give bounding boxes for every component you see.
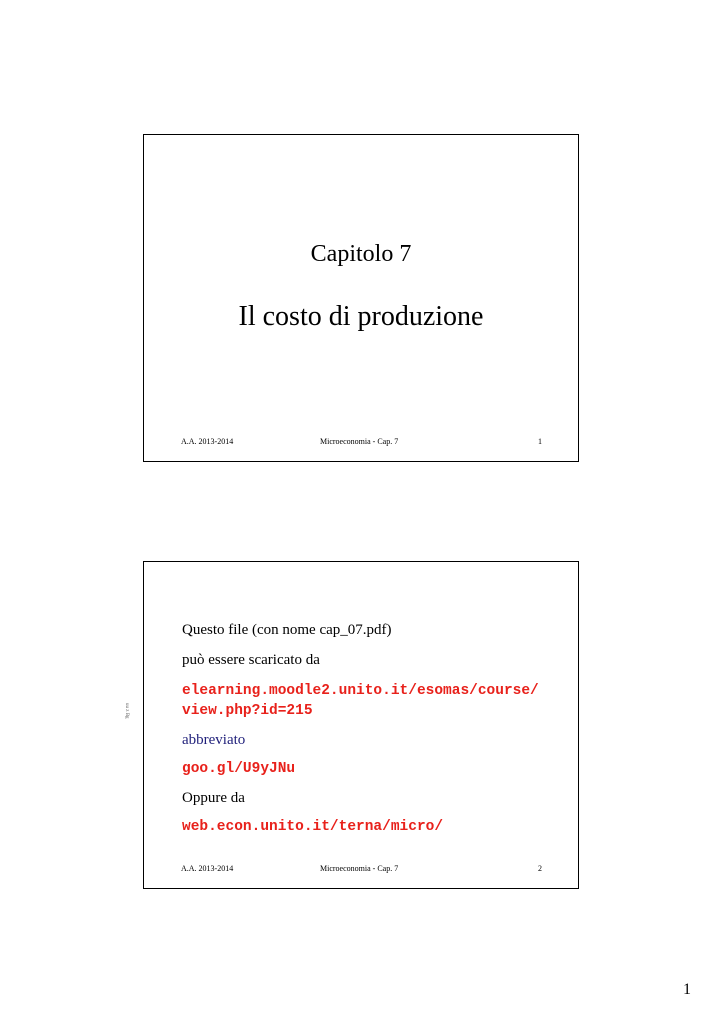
- slide-footer: [144, 437, 578, 451]
- slide-footer: [144, 864, 578, 878]
- download-text: può essere scaricato da: [182, 652, 320, 668]
- moodle-link-line-1[interactable]: elearning.moodle2.unito.it/esomas/course/: [182, 683, 539, 699]
- footer-course: Microeconomia - Cap. 7: [320, 437, 399, 446]
- slide-2: [143, 561, 579, 889]
- footer-course: Microeconomia - Cap. 7: [320, 864, 399, 873]
- short-link[interactable]: goo.gl/U9yJNu: [182, 761, 296, 777]
- footer-slide-number: 2: [538, 864, 542, 873]
- footer-year: A.A. 2013-2014: [181, 437, 234, 446]
- intro-text: Questo file (con nome cap_07.pdf): [182, 622, 392, 638]
- slide-1: [143, 134, 579, 462]
- footer-year: A.A. 2013-2014: [181, 864, 234, 873]
- moodle-link-line-2[interactable]: view.php?id=215: [182, 703, 313, 719]
- page-number: 1: [683, 981, 691, 998]
- side-note: uu z Bg: [124, 703, 129, 719]
- alt-text: Oppure da: [182, 790, 245, 806]
- econ-link[interactable]: web.econ.unito.it/terna/micro/: [182, 819, 444, 835]
- slide-subtitle: Il costo di produzione: [238, 301, 484, 332]
- footer-slide-number: 1: [538, 437, 542, 446]
- slide-content: [182, 621, 568, 837]
- abbrev-text: abbreviato: [182, 732, 246, 748]
- slide-title: Capitolo 7: [310, 241, 412, 267]
- moodle-link[interactable]: [182, 681, 568, 721]
